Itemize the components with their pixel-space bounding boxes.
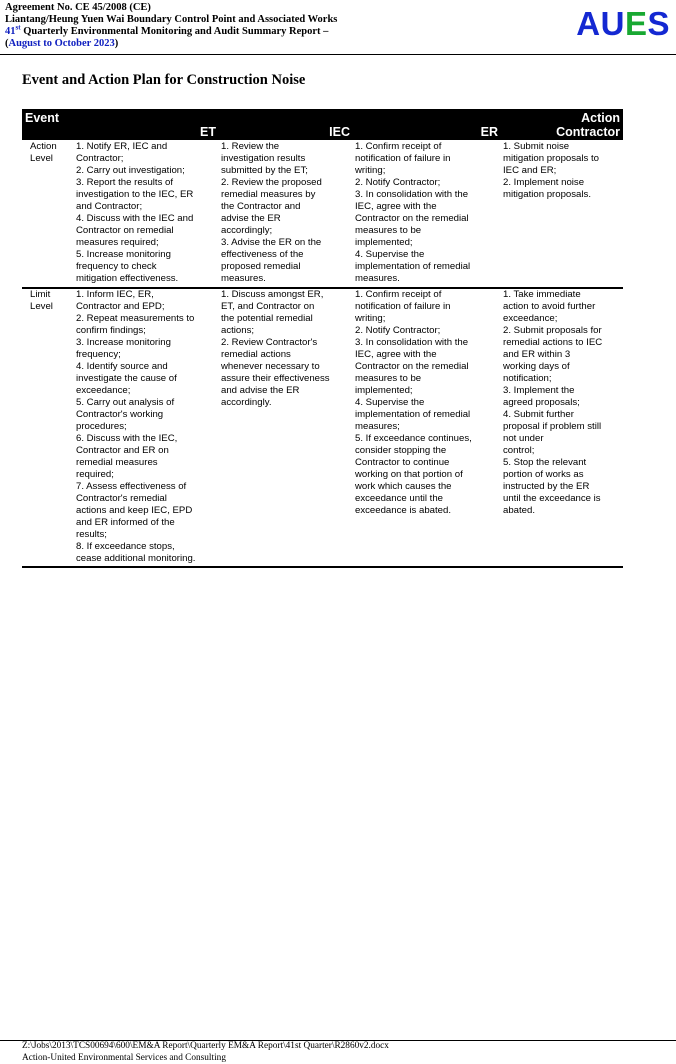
contractor-line: mitigation proposals. bbox=[503, 189, 591, 200]
section-title: Event and Action Plan for Construction Noise bbox=[22, 72, 306, 88]
iec-line: 1. Review the bbox=[221, 141, 280, 152]
er-cell bbox=[353, 140, 501, 288]
header-et: ET bbox=[74, 109, 219, 140]
header-divider bbox=[0, 54, 676, 55]
et-line: 4. Identify source and bbox=[76, 361, 168, 372]
et-line: mitigation effectiveness. bbox=[76, 273, 179, 284]
table-row bbox=[22, 140, 623, 288]
iec-line: accordingly; bbox=[221, 225, 273, 236]
er-line: implementation of remedial bbox=[355, 261, 471, 272]
et-line: remedial measures bbox=[76, 457, 158, 468]
er-line: 1. Confirm receipt of bbox=[355, 289, 442, 300]
er-line: exceedance until the bbox=[355, 493, 444, 504]
period-close: ) bbox=[114, 38, 119, 49]
header-contractor-line: Contractor bbox=[556, 125, 620, 139]
table-row bbox=[22, 288, 623, 567]
logo-part-e: E bbox=[624, 5, 648, 42]
contractor-line: working days of bbox=[503, 361, 570, 372]
contractor-line: exceedance; bbox=[503, 313, 558, 324]
contractor-line: 1. Submit noise bbox=[503, 141, 570, 152]
iec-cell bbox=[219, 288, 353, 567]
agreement-number: Agreement No. CE 45/2008 (CE) bbox=[5, 2, 151, 13]
er-line: notification of failure in bbox=[355, 301, 451, 312]
iec-line: accordingly. bbox=[221, 397, 272, 408]
er-line: 3. In consolidation with the bbox=[355, 337, 469, 348]
er-line: Contractor to continue bbox=[355, 457, 450, 468]
event-cell bbox=[22, 288, 74, 567]
iec-line: advise the ER bbox=[221, 213, 281, 224]
er-line: IEC, agree with the bbox=[355, 201, 437, 212]
et-line: actions and keep IEC, EPD bbox=[76, 505, 193, 516]
header-contractor-line: Action bbox=[581, 111, 620, 125]
document-footer bbox=[22, 1041, 389, 1064]
et-line: 1. Inform IEC, ER, bbox=[76, 289, 154, 300]
er-line: notification of failure in bbox=[355, 153, 451, 164]
header-event: Event bbox=[22, 109, 74, 140]
et-line: 1. Notify ER, IEC and bbox=[76, 141, 168, 152]
et-line: results; bbox=[76, 529, 107, 540]
report-number-suffix: st bbox=[15, 23, 21, 32]
et-line: Contractor and ER on bbox=[76, 445, 169, 456]
contractor-line: 4. Submit further bbox=[503, 409, 574, 420]
report-title-text: Quarterly Environmental Monitoring and Audit Summary Report – bbox=[23, 26, 329, 37]
iec-line: and advise the ER bbox=[221, 385, 300, 396]
contractor-cell bbox=[501, 140, 623, 288]
contractor-line: action to avoid further bbox=[503, 301, 596, 312]
event-line: Level bbox=[30, 153, 53, 164]
et-line: 8. If exceedance stops, bbox=[76, 541, 175, 552]
et-line: 3. Report the results of bbox=[76, 177, 174, 188]
et-line: 7. Assess effectiveness of bbox=[76, 481, 187, 492]
iec-line: assure their effectiveness bbox=[221, 373, 330, 384]
et-line: investigation to the IEC, ER bbox=[76, 189, 194, 200]
et-line: Contractor's working bbox=[76, 409, 164, 420]
et-line: confirm findings; bbox=[76, 325, 146, 336]
et-line: Contractor; bbox=[76, 153, 124, 164]
er-line: implemented; bbox=[355, 385, 413, 396]
er-line: 4. Supervise the bbox=[355, 397, 425, 408]
er-line: Contractor on the remedial bbox=[355, 361, 469, 372]
report-title bbox=[5, 23, 550, 38]
iec-line: effectiveness of the bbox=[221, 249, 304, 260]
iec-line: ET, and Contractor on bbox=[221, 301, 315, 312]
contractor-line: agreed proposals; bbox=[503, 397, 580, 408]
iec-line: whenever necessary to bbox=[221, 361, 320, 372]
contractor-line: 1. Take immediate bbox=[503, 289, 581, 300]
contractor-line: instructed by the ER bbox=[503, 481, 590, 492]
et-line: 2. Repeat measurements to bbox=[76, 313, 195, 324]
iec-line: proposed remedial bbox=[221, 261, 301, 272]
et-line: Contractor's remedial bbox=[76, 493, 167, 504]
et-line: frequency; bbox=[76, 349, 121, 360]
et-line: required; bbox=[76, 469, 114, 480]
et-line: Contractor on remedial bbox=[76, 225, 174, 236]
et-line: 3. Increase monitoring bbox=[76, 337, 171, 348]
iec-line: the potential remedial bbox=[221, 313, 313, 324]
company-name: Action-United Environmental Services and Consulting bbox=[22, 1052, 226, 1063]
document-header bbox=[5, 2, 550, 50]
header-er: ER bbox=[353, 109, 501, 140]
er-line: measures to be bbox=[355, 373, 422, 384]
report-period-text: August to October 2023 bbox=[8, 38, 115, 49]
et-line: procedures; bbox=[76, 421, 127, 432]
er-cell bbox=[353, 288, 501, 567]
contractor-line: and ER within 3 bbox=[503, 349, 571, 360]
er-line: writing; bbox=[355, 165, 386, 176]
er-line: 2. Notify Contractor; bbox=[355, 177, 441, 188]
et-line: and ER informed of the bbox=[76, 517, 175, 528]
logo-part-s: S bbox=[647, 5, 670, 42]
iec-cell bbox=[219, 140, 353, 288]
iec-line: measures. bbox=[221, 273, 266, 284]
er-line: measures. bbox=[355, 273, 400, 284]
contractor-line: notification; bbox=[503, 373, 552, 384]
event-line: Action bbox=[30, 141, 57, 152]
logo-part-au: AU bbox=[576, 5, 625, 42]
er-line: 4. Supervise the bbox=[355, 249, 425, 260]
er-line: consider stopping the bbox=[355, 445, 447, 456]
iec-line: the Contractor and bbox=[221, 201, 301, 212]
et-line: investigate the cause of bbox=[76, 373, 177, 384]
contractor-line: 2. Implement noise bbox=[503, 177, 585, 188]
et-line: Contractor and EPD; bbox=[76, 301, 165, 312]
contractor-line: remedial actions to IEC bbox=[503, 337, 603, 348]
er-line: exceedance is abated. bbox=[355, 505, 452, 516]
iec-line: submitted by the ET; bbox=[221, 165, 308, 176]
er-line: writing; bbox=[355, 313, 386, 324]
contractor-line: control; bbox=[503, 445, 535, 456]
er-line: implemented; bbox=[355, 237, 413, 248]
header-iec: IEC bbox=[219, 109, 353, 140]
er-line: measures; bbox=[355, 421, 400, 432]
contractor-line: proposal if problem still bbox=[503, 421, 602, 432]
et-line: 2. Carry out investigation; bbox=[76, 165, 185, 176]
et-line: measures required; bbox=[76, 237, 159, 248]
contractor-line: mitigation proposals to bbox=[503, 153, 599, 164]
et-line: 4. Discuss with the IEC and bbox=[76, 213, 194, 224]
iec-line: 2. Review Contractor's bbox=[221, 337, 318, 348]
contractor-line: 3. Implement the bbox=[503, 385, 575, 396]
er-line: IEC, agree with the bbox=[355, 349, 437, 360]
report-number: 41 bbox=[5, 26, 16, 37]
table-header-row bbox=[22, 109, 623, 140]
er-line: work which causes the bbox=[355, 481, 452, 492]
et-line: 5. Increase monitoring bbox=[76, 249, 171, 260]
contractor-line: not under bbox=[503, 433, 544, 444]
event-action-plan-table bbox=[22, 109, 623, 568]
report-period bbox=[5, 38, 550, 50]
contractor-line: portion of works as bbox=[503, 469, 584, 480]
er-line: 1. Confirm receipt of bbox=[355, 141, 442, 152]
er-line: 2. Notify Contractor; bbox=[355, 325, 441, 336]
contractor-line: until the exceedance is bbox=[503, 493, 601, 504]
period-open: ( bbox=[5, 38, 9, 49]
project-title: Liantang/Heung Yuen Wai Boundary Control Point and Associated Works bbox=[5, 14, 338, 25]
iec-line: 3. Advise the ER on the bbox=[221, 237, 322, 248]
et-line: cease additional monitoring. bbox=[76, 553, 196, 564]
er-line: 3. In consolidation with the bbox=[355, 189, 469, 200]
et-line: 6. Discuss with the IEC, bbox=[76, 433, 178, 444]
et-line: frequency to check bbox=[76, 261, 157, 272]
iec-line: 1. Discuss amongst ER, bbox=[221, 289, 324, 300]
iec-line: actions; bbox=[221, 325, 255, 336]
iec-line: remedial actions bbox=[221, 349, 291, 360]
er-line: Contractor on the remedial bbox=[355, 213, 469, 224]
et-line: and Contractor; bbox=[76, 201, 143, 212]
iec-line: investigation results bbox=[221, 153, 306, 164]
iec-line: 2. Review the proposed bbox=[221, 177, 322, 188]
et-cell bbox=[74, 288, 219, 567]
contractor-line: IEC and ER; bbox=[503, 165, 557, 176]
er-line: 5. If exceedance continues, bbox=[355, 433, 472, 444]
et-line: 5. Carry out analysis of bbox=[76, 397, 175, 408]
event-line: Limit bbox=[30, 289, 51, 300]
file-path: Z:\Jobs\2013\TCS00694\600\EM&A Report\Quarterly EM&A Report\41st Quarter\R2860v2.docx bbox=[22, 1041, 389, 1051]
er-line: measures to be bbox=[355, 225, 422, 236]
contractor-line: abated. bbox=[503, 505, 536, 516]
event-cell bbox=[22, 140, 74, 288]
er-line: implementation of remedial bbox=[355, 409, 471, 420]
et-cell bbox=[74, 140, 219, 288]
et-line: exceedance; bbox=[76, 385, 131, 396]
contractor-cell bbox=[501, 288, 623, 567]
contractor-line: 2. Submit proposals for bbox=[503, 325, 602, 336]
er-line: working on that portion of bbox=[355, 469, 463, 480]
aues-logo bbox=[576, 6, 670, 42]
contractor-line: 5. Stop the relevant bbox=[503, 457, 587, 468]
iec-line: remedial measures by bbox=[221, 189, 316, 200]
event-line: Level bbox=[30, 301, 53, 312]
header-action-contractor bbox=[501, 109, 623, 140]
